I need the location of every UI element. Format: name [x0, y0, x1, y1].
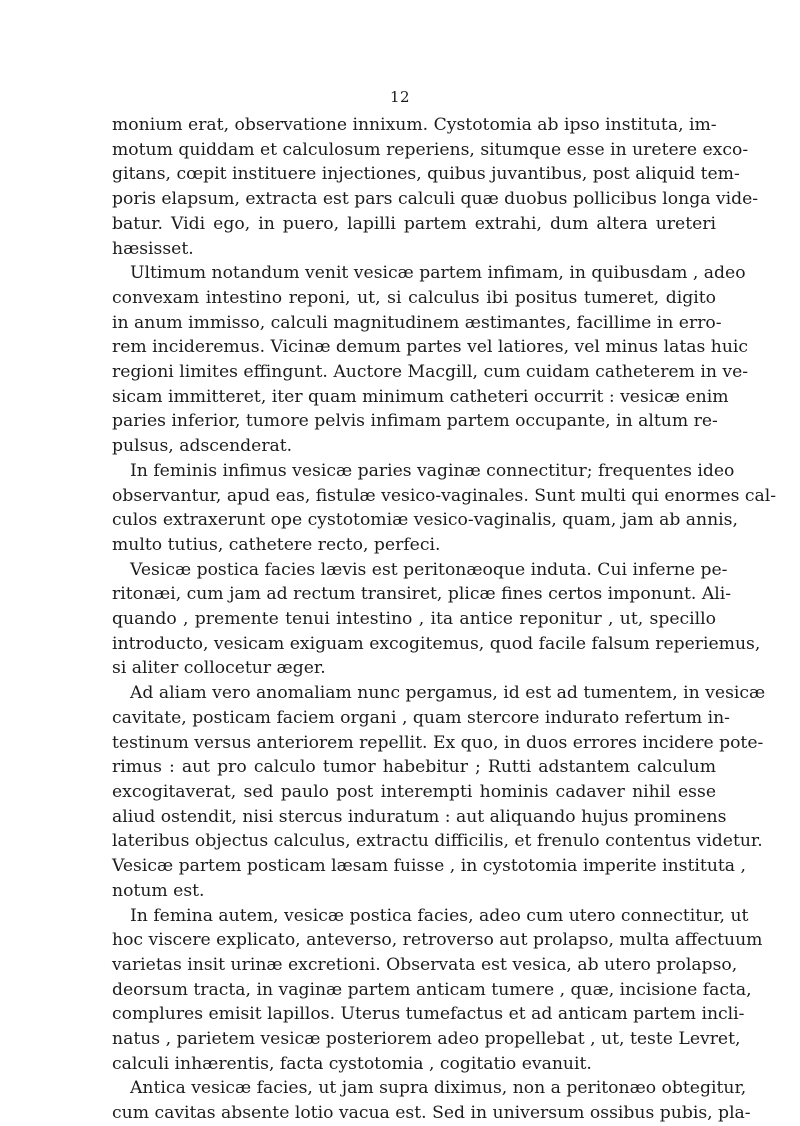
text-line: batur. Vidi ego, in puero, lapilli partem extrahi, dum altera ureteri: [112, 213, 716, 234]
text-line: cum cavitas absente lotio vacua est. Sed in universum ossibus pubis, pla-: [112, 1103, 751, 1124]
text-line: excogitaverat, sed paulo post interempti hominis cadaver nihil esse: [112, 781, 716, 802]
text-line: rimus : aut pro calculo tumor habebitur ; Rutti adstantem calculum: [112, 757, 716, 778]
text-line: aliud ostendit, nisi stercus induratum : aut aliquando hujus prominens: [112, 806, 727, 827]
text-line: lateribus objectus calculus, extractu difficilis, et frenulo contentus videtur.: [112, 831, 763, 852]
text-line: deorsum tracta, in vaginæ partem anticam tumere , quæ, incisione facta,: [112, 979, 752, 1000]
body-text: [112, 113, 777, 1126]
text-line: Vesicæ postica facies lævis est peritonæoque induta. Cui inferne pe-: [130, 559, 728, 580]
text-line: introducto, vesicam exiguam excogitemus, quod facile falsum reperiemus,: [112, 633, 761, 654]
text-line: in anum immisso, calculi magnitudinem æstimantes, facillime in erro-: [112, 312, 722, 333]
text-line: Vesicæ partem posticam læsam fuisse , in cystotomia imperite instituta ,: [112, 856, 746, 877]
paragraph: [112, 558, 761, 682]
text-line: si aliter collocetur æger.: [112, 658, 326, 679]
text-line: gitans, cœpit instituere injectiones, quibus juvantibus, post aliquid tem-: [112, 164, 740, 185]
text-line: culos extraxerunt ope cystotomiæ vesico-vaginalis, quam, jam ab annis,: [112, 510, 738, 531]
text-line: multo tutius, cathetere recto, perfeci.: [112, 534, 441, 555]
paragraph: [112, 113, 759, 261]
text-line: testinum versus anteriorem repellit. Ex quo, in duos errores incidere pote-: [112, 732, 764, 753]
text-line: In femina autem, vesicæ postica facies, adeo cum utero connectitur, ut: [130, 905, 749, 926]
text-line: monium erat, observatione innixum. Cystotomia ab ipso instituta, im-: [112, 115, 717, 135]
text-line: Ultimum notandum venit vesicæ partem infimam, in quibusdam , adeo: [130, 263, 746, 284]
text-line: Ad aliam vero anomaliam nunc pergamus, id est ad tumentem, in vesicæ: [130, 683, 766, 704]
page-number: 12: [389, 88, 411, 106]
text-line: hæsisset.: [112, 238, 194, 259]
text-line: complures emisit lapillos. Uterus tumefactus et ad anticam partem incli-: [112, 1004, 745, 1025]
paragraph: [112, 681, 766, 903]
paragraph: [112, 904, 763, 1077]
text-line: notum est.: [112, 880, 205, 901]
text-line: ritonæi, cum jam ad rectum transiret, plicæ fines certos imponunt. Ali-: [112, 584, 732, 605]
text-line: sicam immitteret, iter quam minimum catheteri occurrit : vesicæ enim: [112, 386, 729, 407]
text-line: motum quiddam et calculosum reperiens, situmque esse in uretere exco-: [112, 139, 749, 160]
text-line: cavitate, posticam faciem organi , quam stercore indurato refertum in-: [112, 707, 730, 728]
text-line: convexam intestino reponi, ut, si calculus ibi positus tumeret, digito: [112, 287, 716, 308]
paragraph: [112, 459, 777, 558]
text-line: natus , parietem vesicæ posteriorem adeo propellebat , ut, teste Levret,: [112, 1029, 741, 1050]
text-line: paries inferior, tumore pelvis infimam partem occupante, in altum re-: [112, 411, 718, 432]
text-line: observantur, apud eas, fistulæ vesico-vaginales. Sunt multi qui enormes cal-: [112, 485, 777, 506]
text-line: Antica vesicæ facies, ut jam supra diximus, non a peritonæo obtegitur,: [130, 1078, 747, 1099]
text-line: calculi inhærentis, facta cystotomia , cogitatio evanuit.: [112, 1053, 592, 1074]
text-line: varietas insit urinæ excretioni. Observata est vesica, ab utero prolapso,: [112, 954, 738, 975]
text-line: regioni limites effingunt. Auctore Macgill, cum cuidam catheterem in ve-: [112, 362, 749, 383]
text-line: quando , premente tenui intestino , ita antice reponitur , ut, specillo: [112, 609, 716, 630]
text-line: hoc viscere explicato, anteverso, retroverso aut prolapso, multa affectuum: [112, 930, 763, 951]
text-line: pulsus, adscenderat.: [112, 436, 293, 457]
paragraph: [112, 261, 749, 459]
text-line: In feminis infimus vesicæ paries vaginæ connectitur; frequentes ideo: [130, 460, 735, 481]
text-line: poris elapsum, extracta est pars calculi quæ duobus pollicibus longa vide-: [112, 189, 759, 210]
text-line: rem incideremus. Vicinæ demum partes vel latiores, vel minus latas huic: [112, 337, 749, 358]
paragraph: [112, 1076, 751, 1125]
